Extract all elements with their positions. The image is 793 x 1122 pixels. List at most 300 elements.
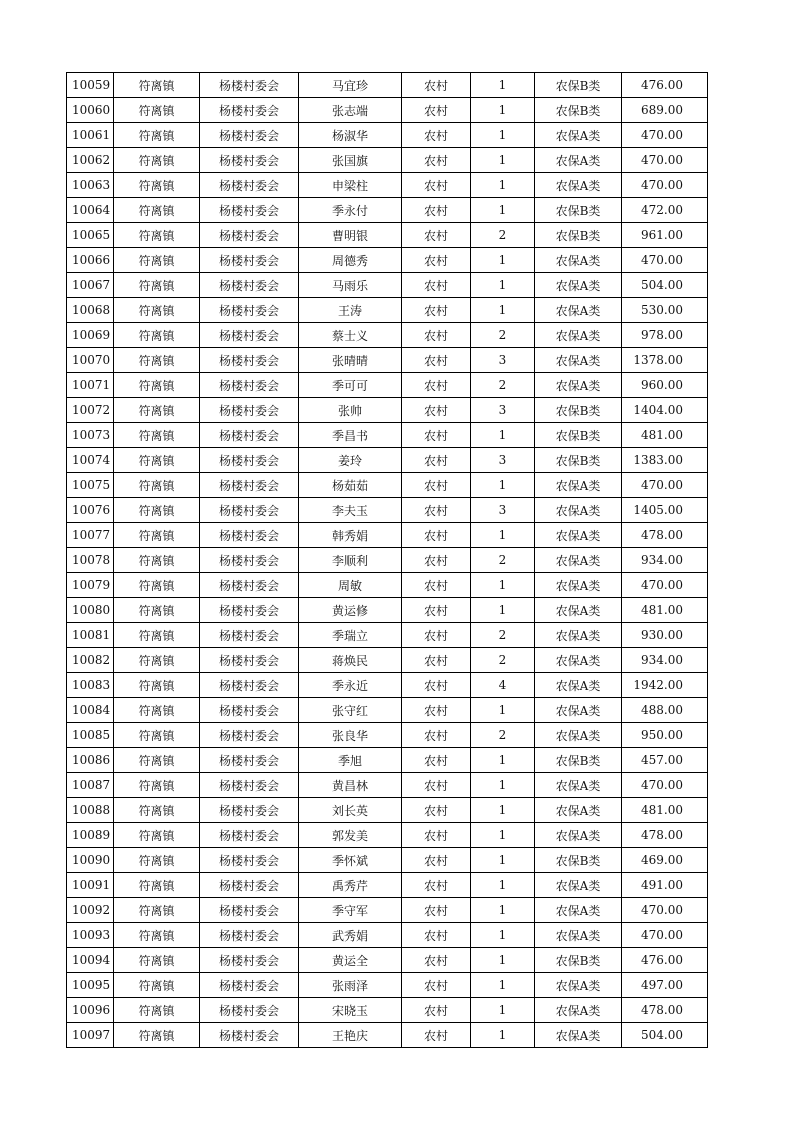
cell-amount: 950.00 [622,723,708,748]
cell-amount: 470.00 [622,773,708,798]
cell-type: 农村 [402,873,471,898]
cell-amount: 476.00 [622,73,708,98]
cell-count: 3 [471,448,535,473]
cell-count: 3 [471,498,535,523]
cell-count: 2 [471,648,535,673]
cell-count: 1 [471,873,535,898]
cell-category: 农保A类 [535,998,622,1023]
cell-amount: 530.00 [622,298,708,323]
cell-category: 农保A类 [535,373,622,398]
cell-category: 农保B类 [535,198,622,223]
records-table [66,72,708,1048]
cell-id: 10091 [67,873,114,898]
cell-type: 农村 [402,273,471,298]
table-row [67,748,708,773]
cell-amount: 1383.00 [622,448,708,473]
table-row [67,523,708,548]
cell-village: 杨楼村委会 [200,848,299,873]
cell-category: 农保A类 [535,923,622,948]
cell-type: 农村 [402,848,471,873]
cell-amount: 488.00 [622,698,708,723]
cell-amount: 470.00 [622,148,708,173]
cell-category: 农保B类 [535,98,622,123]
cell-name: 季永付 [299,198,402,223]
table-row [67,973,708,998]
cell-name: 韩秀娟 [299,523,402,548]
cell-type: 农村 [402,473,471,498]
cell-amount: 457.00 [622,748,708,773]
table-row [67,448,708,473]
cell-count: 1 [471,898,535,923]
cell-type: 农村 [402,923,471,948]
cell-amount: 1404.00 [622,398,708,423]
cell-name: 姜玲 [299,448,402,473]
cell-id: 10094 [67,948,114,973]
cell-amount: 1942.00 [622,673,708,698]
cell-category: 农保A类 [535,323,622,348]
cell-count: 1 [471,948,535,973]
cell-id: 10081 [67,623,114,648]
table-row [67,98,708,123]
cell-type: 农村 [402,398,471,423]
cell-name: 张志端 [299,98,402,123]
cell-village: 杨楼村委会 [200,748,299,773]
cell-village: 杨楼村委会 [200,798,299,823]
cell-town: 符离镇 [114,223,200,248]
cell-amount: 469.00 [622,848,708,873]
cell-id: 10087 [67,773,114,798]
cell-category: 农保A类 [535,473,622,498]
table-row [67,723,708,748]
cell-town: 符离镇 [114,548,200,573]
cell-count: 1 [471,123,535,148]
cell-village: 杨楼村委会 [200,698,299,723]
table-row [67,223,708,248]
cell-type: 农村 [402,648,471,673]
cell-town: 符离镇 [114,698,200,723]
cell-id: 10062 [67,148,114,173]
cell-amount: 491.00 [622,873,708,898]
cell-type: 农村 [402,223,471,248]
cell-type: 农村 [402,248,471,273]
cell-category: 农保B类 [535,423,622,448]
cell-category: 农保A类 [535,673,622,698]
cell-count: 2 [471,373,535,398]
cell-count: 1 [471,423,535,448]
cell-amount: 504.00 [622,273,708,298]
table-row [67,798,708,823]
cell-type: 农村 [402,373,471,398]
cell-village: 杨楼村委会 [200,198,299,223]
cell-village: 杨楼村委会 [200,823,299,848]
cell-type: 农村 [402,723,471,748]
cell-count: 1 [471,298,535,323]
cell-category: 农保B类 [535,73,622,98]
cell-name: 曹明银 [299,223,402,248]
cell-name: 马宜珍 [299,73,402,98]
cell-village: 杨楼村委会 [200,1023,299,1048]
cell-type: 农村 [402,948,471,973]
cell-town: 符离镇 [114,73,200,98]
cell-count: 1 [471,248,535,273]
cell-name: 蔡士义 [299,323,402,348]
cell-count: 1 [471,598,535,623]
cell-type: 农村 [402,798,471,823]
cell-id: 10073 [67,423,114,448]
cell-name: 季昌书 [299,423,402,448]
cell-village: 杨楼村委会 [200,673,299,698]
cell-type: 农村 [402,123,471,148]
cell-id: 10076 [67,498,114,523]
cell-name: 宋晓玉 [299,998,402,1023]
cell-amount: 481.00 [622,598,708,623]
cell-category: 农保B类 [535,398,622,423]
cell-count: 2 [471,548,535,573]
cell-town: 符离镇 [114,773,200,798]
cell-town: 符离镇 [114,298,200,323]
cell-town: 符离镇 [114,798,200,823]
cell-amount: 472.00 [622,198,708,223]
table-row [67,848,708,873]
cell-name: 武秀娟 [299,923,402,948]
cell-name: 张国旗 [299,148,402,173]
cell-id: 10084 [67,698,114,723]
cell-town: 符离镇 [114,723,200,748]
table-row [67,123,708,148]
table-row [67,348,708,373]
cell-id: 10064 [67,198,114,223]
cell-town: 符离镇 [114,573,200,598]
cell-count: 1 [471,523,535,548]
cell-amount: 478.00 [622,523,708,548]
cell-village: 杨楼村委会 [200,873,299,898]
table-row [67,573,708,598]
cell-count: 1 [471,173,535,198]
table-row [67,998,708,1023]
cell-amount: 497.00 [622,973,708,998]
cell-category: 农保B类 [535,223,622,248]
cell-amount: 470.00 [622,898,708,923]
table-row [67,473,708,498]
cell-id: 10085 [67,723,114,748]
cell-id: 10061 [67,123,114,148]
table-row [67,248,708,273]
cell-category: 农保A类 [535,898,622,923]
cell-amount: 481.00 [622,423,708,448]
cell-village: 杨楼村委会 [200,973,299,998]
cell-id: 10089 [67,823,114,848]
cell-type: 农村 [402,73,471,98]
table-row [67,398,708,423]
cell-id: 10065 [67,223,114,248]
cell-amount: 470.00 [622,923,708,948]
cell-count: 1 [471,1023,535,1048]
cell-amount: 470.00 [622,248,708,273]
cell-type: 农村 [402,173,471,198]
cell-name: 张良华 [299,723,402,748]
cell-type: 农村 [402,673,471,698]
cell-count: 1 [471,923,535,948]
cell-amount: 930.00 [622,623,708,648]
cell-id: 10078 [67,548,114,573]
table-row [67,373,708,398]
cell-id: 10067 [67,273,114,298]
cell-id: 10072 [67,398,114,423]
cell-town: 符离镇 [114,323,200,348]
cell-category: 农保A类 [535,598,622,623]
cell-type: 农村 [402,148,471,173]
cell-count: 2 [471,723,535,748]
cell-count: 1 [471,473,535,498]
cell-amount: 470.00 [622,573,708,598]
cell-name: 黄运全 [299,948,402,973]
cell-village: 杨楼村委会 [200,948,299,973]
cell-town: 符离镇 [114,398,200,423]
cell-id: 10069 [67,323,114,348]
table-row [67,598,708,623]
cell-id: 10097 [67,1023,114,1048]
cell-name: 刘长英 [299,798,402,823]
cell-category: 农保A类 [535,173,622,198]
cell-id: 10095 [67,973,114,998]
table-row [67,298,708,323]
cell-name: 张晴晴 [299,348,402,373]
cell-id: 10079 [67,573,114,598]
cell-amount: 470.00 [622,473,708,498]
table-row [67,273,708,298]
cell-village: 杨楼村委会 [200,73,299,98]
cell-count: 1 [471,973,535,998]
cell-name: 禹秀芹 [299,873,402,898]
table-row [67,498,708,523]
cell-name: 季守军 [299,898,402,923]
cell-id: 10060 [67,98,114,123]
cell-id: 10077 [67,523,114,548]
cell-type: 农村 [402,198,471,223]
cell-town: 符离镇 [114,898,200,923]
cell-village: 杨楼村委会 [200,273,299,298]
cell-category: 农保A类 [535,498,622,523]
cell-category: 农保A类 [535,773,622,798]
cell-name: 季永近 [299,673,402,698]
cell-town: 符离镇 [114,673,200,698]
cell-id: 10066 [67,248,114,273]
cell-id: 10075 [67,473,114,498]
cell-id: 10090 [67,848,114,873]
cell-count: 2 [471,223,535,248]
cell-category: 农保A类 [535,298,622,323]
cell-count: 1 [471,823,535,848]
cell-name: 季瑞立 [299,623,402,648]
cell-village: 杨楼村委会 [200,298,299,323]
table-row [67,648,708,673]
cell-type: 农村 [402,773,471,798]
cell-name: 黄运修 [299,598,402,623]
cell-count: 1 [471,273,535,298]
cell-type: 农村 [402,548,471,573]
cell-village: 杨楼村委会 [200,723,299,748]
table-row [67,673,708,698]
cell-id: 10070 [67,348,114,373]
cell-id: 10086 [67,748,114,773]
cell-type: 农村 [402,498,471,523]
cell-name: 马雨乐 [299,273,402,298]
cell-id: 10080 [67,598,114,623]
cell-category: 农保A类 [535,523,622,548]
cell-type: 农村 [402,448,471,473]
cell-town: 符离镇 [114,973,200,998]
cell-count: 1 [471,698,535,723]
cell-village: 杨楼村委会 [200,348,299,373]
cell-village: 杨楼村委会 [200,923,299,948]
cell-village: 杨楼村委会 [200,448,299,473]
table-row [67,73,708,98]
cell-type: 农村 [402,573,471,598]
cell-id: 10082 [67,648,114,673]
cell-amount: 481.00 [622,798,708,823]
cell-amount: 476.00 [622,948,708,973]
cell-village: 杨楼村委会 [200,523,299,548]
cell-category: 农保A类 [535,248,622,273]
table-row [67,423,708,448]
cell-type: 农村 [402,823,471,848]
cell-village: 杨楼村委会 [200,173,299,198]
cell-name: 李顺利 [299,548,402,573]
cell-category: 农保A类 [535,348,622,373]
cell-amount: 934.00 [622,548,708,573]
cell-category: 农保A类 [535,798,622,823]
table-body [67,73,708,1048]
cell-village: 杨楼村委会 [200,623,299,648]
table-row [67,823,708,848]
cell-amount: 1378.00 [622,348,708,373]
cell-category: 农保B类 [535,848,622,873]
cell-category: 农保A类 [535,148,622,173]
cell-amount: 1405.00 [622,498,708,523]
cell-category: 农保A类 [535,823,622,848]
cell-name: 张雨泽 [299,973,402,998]
cell-type: 农村 [402,998,471,1023]
cell-village: 杨楼村委会 [200,498,299,523]
cell-category: 农保A类 [535,273,622,298]
cell-category: 农保A类 [535,873,622,898]
cell-type: 农村 [402,323,471,348]
cell-type: 农村 [402,298,471,323]
cell-name: 黄昌林 [299,773,402,798]
cell-name: 张守红 [299,698,402,723]
cell-type: 农村 [402,623,471,648]
cell-name: 王涛 [299,298,402,323]
cell-town: 符离镇 [114,448,200,473]
cell-category: 农保B类 [535,448,622,473]
cell-town: 符离镇 [114,748,200,773]
cell-count: 1 [471,98,535,123]
table-row [67,773,708,798]
cell-town: 符离镇 [114,598,200,623]
cell-village: 杨楼村委会 [200,648,299,673]
cell-village: 杨楼村委会 [200,323,299,348]
cell-id: 10092 [67,898,114,923]
cell-name: 王艳庆 [299,1023,402,1048]
cell-town: 符离镇 [114,348,200,373]
table-row [67,173,708,198]
cell-amount: 689.00 [622,98,708,123]
table-row [67,198,708,223]
cell-village: 杨楼村委会 [200,398,299,423]
table-row [67,148,708,173]
cell-count: 3 [471,348,535,373]
cell-town: 符离镇 [114,848,200,873]
cell-type: 农村 [402,698,471,723]
cell-category: 农保A类 [535,723,622,748]
cell-type: 农村 [402,898,471,923]
cell-town: 符离镇 [114,823,200,848]
cell-count: 4 [471,673,535,698]
cell-type: 农村 [402,348,471,373]
table-row [67,948,708,973]
cell-id: 10083 [67,673,114,698]
cell-town: 符离镇 [114,373,200,398]
table-row [67,923,708,948]
cell-name: 杨淑华 [299,123,402,148]
cell-category: 农保B类 [535,948,622,973]
cell-type: 农村 [402,748,471,773]
table-row [67,898,708,923]
cell-village: 杨楼村委会 [200,123,299,148]
cell-count: 1 [471,798,535,823]
table-row [67,548,708,573]
table-row [67,873,708,898]
cell-name: 蒋焕民 [299,648,402,673]
table-row [67,323,708,348]
cell-amount: 961.00 [622,223,708,248]
cell-village: 杨楼村委会 [200,773,299,798]
cell-count: 1 [471,73,535,98]
cell-village: 杨楼村委会 [200,148,299,173]
cell-category: 农保A类 [535,123,622,148]
cell-count: 1 [471,748,535,773]
cell-id: 10071 [67,373,114,398]
cell-id: 10063 [67,173,114,198]
cell-name: 季旭 [299,748,402,773]
cell-name: 郭发美 [299,823,402,848]
cell-town: 符离镇 [114,273,200,298]
cell-count: 1 [471,573,535,598]
cell-id: 10059 [67,73,114,98]
cell-id: 10093 [67,923,114,948]
cell-village: 杨楼村委会 [200,473,299,498]
cell-town: 符离镇 [114,873,200,898]
cell-type: 农村 [402,523,471,548]
cell-town: 符离镇 [114,498,200,523]
cell-category: 农保A类 [535,623,622,648]
cell-village: 杨楼村委会 [200,98,299,123]
cell-village: 杨楼村委会 [200,598,299,623]
cell-category: 农保A类 [535,548,622,573]
cell-name: 申梁柱 [299,173,402,198]
cell-town: 符离镇 [114,248,200,273]
cell-village: 杨楼村委会 [200,423,299,448]
cell-amount: 978.00 [622,323,708,348]
cell-count: 1 [471,998,535,1023]
cell-count: 2 [471,323,535,348]
cell-type: 农村 [402,1023,471,1048]
cell-amount: 478.00 [622,823,708,848]
cell-town: 符离镇 [114,998,200,1023]
table-row [67,698,708,723]
cell-town: 符离镇 [114,173,200,198]
table-row [67,1023,708,1048]
